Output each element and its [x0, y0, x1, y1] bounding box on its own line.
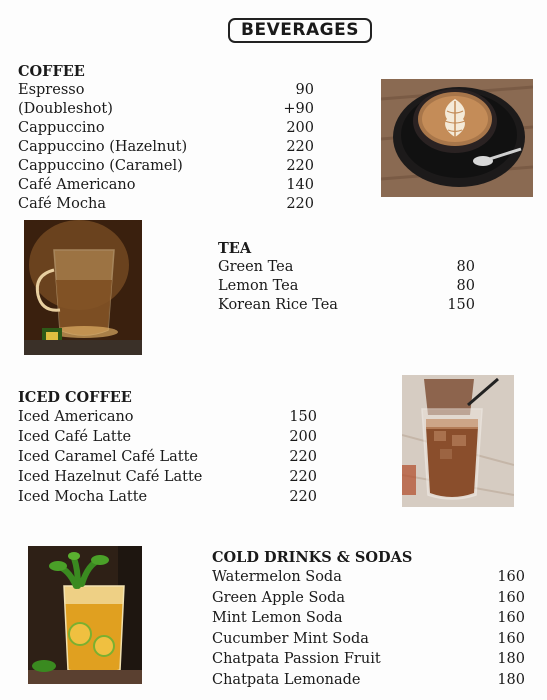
menu-item — [212, 567, 525, 588]
item-name: Green Tea — [218, 259, 294, 275]
item-price: 220 — [286, 158, 314, 174]
menu-item — [18, 138, 314, 157]
item-price: 220 — [289, 489, 317, 505]
menu-item — [212, 649, 525, 670]
menu-item — [212, 629, 525, 650]
item-name: Watermelon Soda — [212, 569, 342, 585]
item-price: 180 — [497, 651, 525, 668]
cold-drinks-heading: COLD DRINKS & SODAS — [212, 549, 413, 566]
cold-drinks-section — [212, 548, 525, 691]
tea-glass-photo — [24, 220, 142, 355]
page-title: BEVERAGES — [228, 18, 372, 43]
item-price: 220 — [286, 196, 314, 212]
item-name: Cappuccino (Hazelnut) — [18, 139, 188, 155]
menu-item — [218, 277, 475, 296]
item-price: 140 — [286, 177, 314, 193]
tea-heading: TEA — [218, 240, 252, 257]
menu-item — [218, 296, 475, 315]
item-name: Iced Caramel Café Latte — [18, 449, 199, 465]
menu-item — [218, 258, 475, 277]
tea-section — [218, 239, 475, 315]
soda-glass-photo — [28, 546, 142, 684]
menu-item — [18, 176, 314, 195]
item-price: 150 — [447, 297, 475, 313]
item-name: Mint Lemon Soda — [212, 610, 343, 627]
menu-item — [212, 608, 525, 629]
item-name: Green Apple Soda — [212, 589, 346, 606]
item-name: Chatpata Passion Fruit — [212, 651, 381, 668]
item-name: Café Americano — [18, 177, 136, 193]
item-price: 150 — [289, 409, 317, 425]
menu-item — [18, 407, 317, 427]
iced-coffee-heading: ICED COFFEE — [18, 389, 132, 406]
item-name: Cappuccino — [18, 120, 105, 136]
item-price: 180 — [497, 671, 525, 688]
item-name: Cucumber Mint Soda — [212, 630, 369, 647]
menu-item — [18, 427, 317, 447]
menu-item — [18, 119, 314, 138]
item-price: 220 — [289, 469, 317, 485]
item-price: 200 — [286, 120, 314, 136]
menu-item — [212, 588, 525, 609]
iced-coffee-photo — [402, 375, 514, 507]
item-price: 80 — [456, 259, 475, 275]
menu-item — [18, 487, 317, 507]
item-name: Cappuccino (Caramel) — [18, 158, 183, 174]
item-name: Lemon Tea — [218, 278, 299, 294]
item-price: 160 — [497, 589, 525, 606]
item-name: Café Mocha — [18, 196, 106, 212]
item-name: Chatpata Lemonade — [212, 671, 361, 688]
menu-item — [18, 195, 314, 214]
item-price: +90 — [283, 101, 314, 117]
item-price: 90 — [295, 82, 314, 98]
item-name: Iced Hazelnut Café Latte — [18, 469, 203, 485]
menu-item — [212, 670, 525, 691]
iced-coffee-section — [18, 388, 317, 507]
item-price: 220 — [289, 449, 317, 465]
menu-item — [18, 100, 314, 119]
item-price: 200 — [289, 429, 317, 445]
coffee-heading: COFFEE — [18, 63, 85, 80]
item-name: Iced Mocha Latte — [18, 489, 148, 505]
item-name: Korean Rice Tea — [218, 297, 338, 313]
item-name: (Doubleshot) — [18, 101, 113, 117]
menu-item — [18, 157, 314, 176]
item-price: 160 — [497, 610, 525, 627]
item-name: Espresso — [18, 82, 85, 98]
item-name: Iced Café Latte — [18, 429, 132, 445]
coffee-section — [18, 62, 314, 214]
item-price: 160 — [497, 569, 525, 585]
item-price: 80 — [456, 278, 475, 294]
item-price: 160 — [497, 630, 525, 647]
menu-item — [18, 467, 317, 487]
latte-art-photo — [381, 79, 533, 197]
menu-item — [18, 447, 317, 467]
item-name: Iced Americano — [18, 409, 134, 425]
menu-item — [18, 81, 314, 100]
item-price: 220 — [286, 139, 314, 155]
